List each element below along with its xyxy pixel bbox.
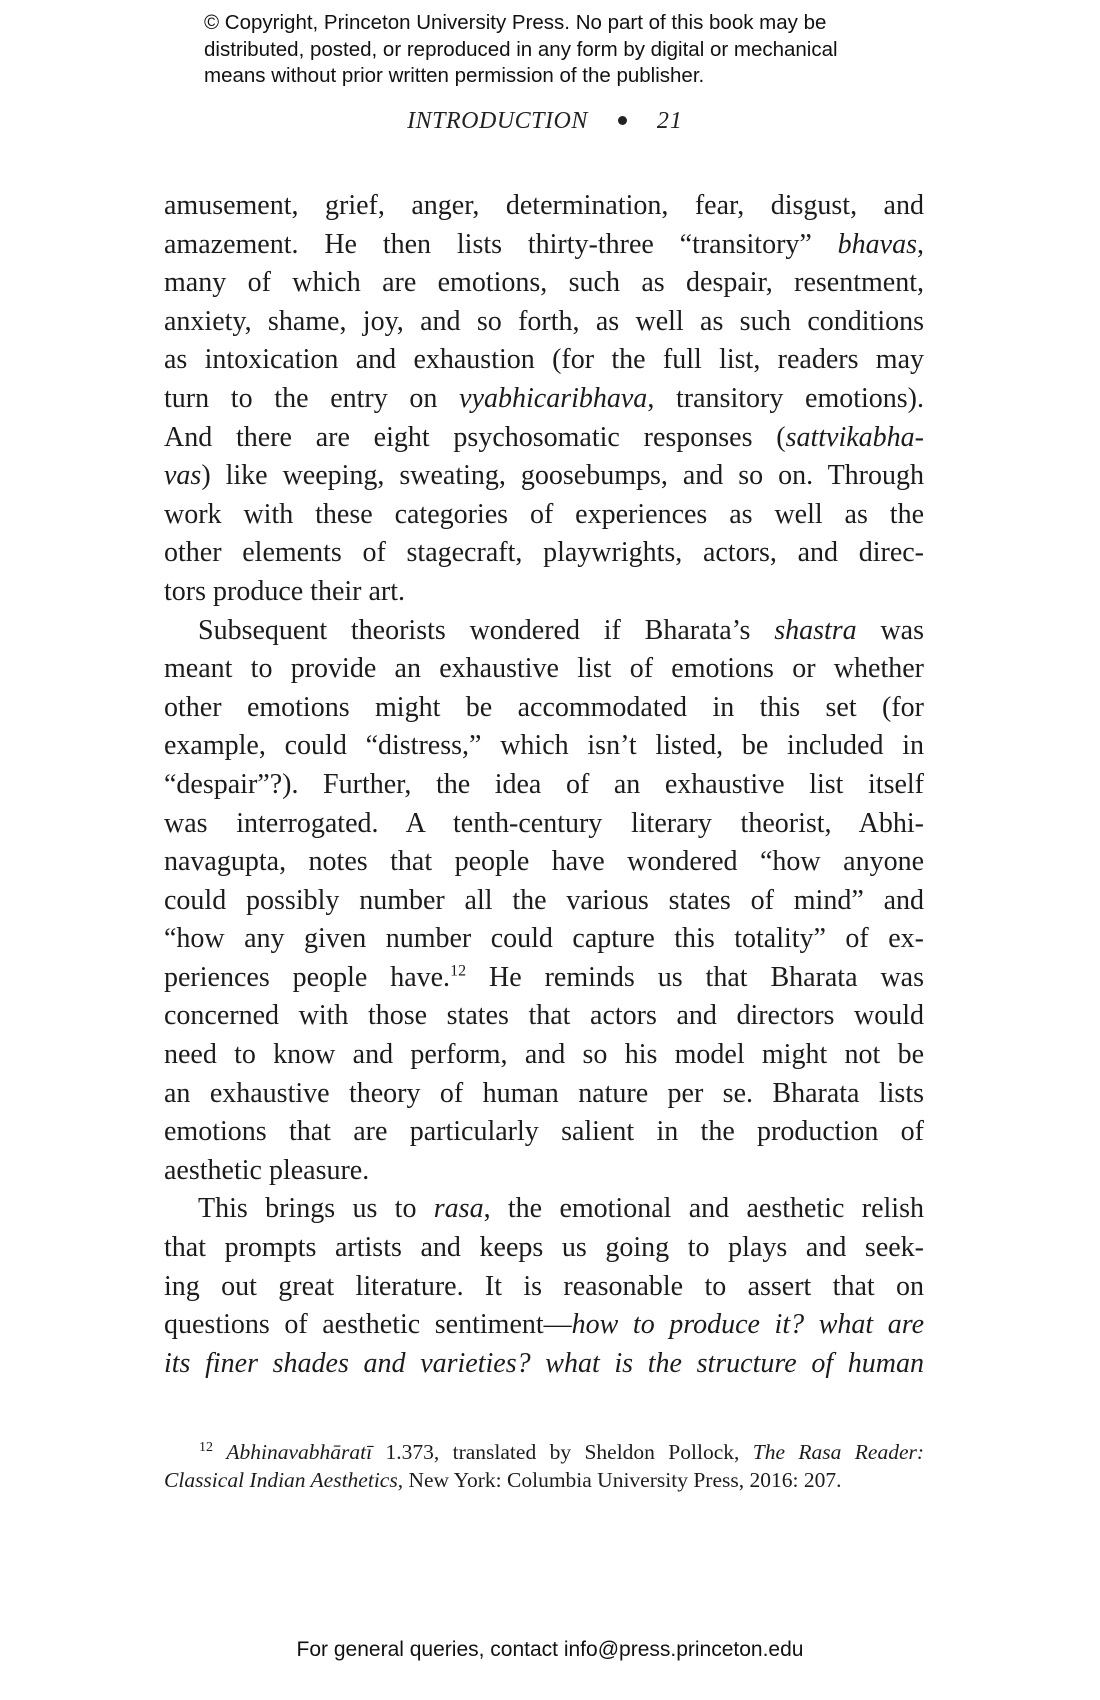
body-line xyxy=(164,1036,924,1075)
text-run: work with these categories of experiences as well as the xyxy=(164,498,924,530)
italic-text: Classical Indian Aesthetics xyxy=(164,1468,398,1492)
text-run: tors produce their art. xyxy=(164,575,406,607)
body-line xyxy=(164,650,924,689)
body-line xyxy=(164,843,924,882)
text-run: that prompts artists and keeps us going to plays and seek- xyxy=(164,1232,924,1264)
body-line xyxy=(164,303,924,342)
text-run: , New York: Columbia University Press, 2016: 207. xyxy=(397,1468,842,1492)
footnote-line xyxy=(164,1466,924,1494)
text-run: periences people have. xyxy=(164,961,451,993)
italic-text: how to produce it? what are xyxy=(571,1309,925,1341)
text-run: 1.373, translated by Sheldon Pollock, xyxy=(372,1440,753,1464)
body-line xyxy=(164,534,924,573)
text-run: ing out great literature. It is reasonable to assert that on xyxy=(164,1270,924,1302)
text-run: “despair”?). Further, the idea of an exhaustive list itself xyxy=(164,768,924,800)
text-run: questions of aesthetic sentiment— xyxy=(164,1309,572,1341)
italic-text: rasa xyxy=(433,1193,484,1225)
body-line xyxy=(164,1113,924,1152)
body-line xyxy=(164,1229,924,1268)
text-run: This brings us to xyxy=(198,1193,434,1225)
body-line xyxy=(164,1306,924,1345)
body-line xyxy=(164,226,924,265)
body-line xyxy=(164,766,924,805)
footnote-line xyxy=(164,1438,924,1466)
text-run: example, could “distress,” which isn’t listed, be included in xyxy=(164,730,924,762)
body-line xyxy=(164,573,924,612)
text-run: amazement. He then lists thirty-three “transitory” xyxy=(164,228,838,260)
italic-text: sattvikabha- xyxy=(785,421,924,453)
copyright-line: © Copyright, Princeton University Press. No part of this book may be xyxy=(204,11,827,34)
body-line xyxy=(164,1345,924,1384)
text-run xyxy=(213,1440,226,1464)
body-line xyxy=(164,187,924,226)
text-run: many of which are emotions, such as despair, resentment, xyxy=(164,267,924,299)
body-line xyxy=(164,689,924,728)
copyright-line: means without prior written permission of the publisher. xyxy=(204,64,705,87)
body-line xyxy=(164,1075,924,1114)
chapter-title: INTRODUCTION xyxy=(407,108,588,134)
text-run: could possibly number all the various states of mind” and xyxy=(164,884,924,916)
text-run: Subsequent theorists wondered if Bharata’s xyxy=(198,614,775,646)
footnote xyxy=(164,1438,924,1494)
italic-text: its finer shades and varieties? what is the structure of human xyxy=(164,1347,924,1379)
text-run: And there are eight psychosomatic responses ( xyxy=(164,421,786,453)
text-run: , xyxy=(917,228,924,260)
body-line xyxy=(164,264,924,303)
text-run: was interrogated. A tenth-century literary theorist, Abhi- xyxy=(164,807,924,839)
bullet-separator xyxy=(618,116,627,125)
italic-text: bhavas xyxy=(837,228,917,260)
text-run: was xyxy=(856,614,924,646)
body-line xyxy=(164,341,924,380)
body-line xyxy=(164,920,924,959)
italic-text: Abhinavabhāratī xyxy=(226,1440,373,1464)
text-run: aesthetic pleasure. xyxy=(164,1154,370,1186)
text-run: , the emotional and aesthetic relish xyxy=(483,1193,924,1225)
italic-text: The Rasa Reader: xyxy=(752,1440,925,1464)
text-run: , transitory emotions). xyxy=(647,382,925,414)
text-run: ) like weeping, sweating, goosebumps, and so on. Through xyxy=(201,460,924,492)
body-line xyxy=(164,496,924,535)
body-line xyxy=(164,612,924,651)
italic-text: vas xyxy=(164,460,202,492)
italic-text: shastra xyxy=(774,614,857,646)
body-line xyxy=(164,997,924,1036)
footnote-marker: 12 xyxy=(450,962,467,980)
text-run: navagupta, notes that people have wondered “how anyone xyxy=(164,846,924,878)
footnote-marker: 12 xyxy=(199,1439,213,1455)
footer-contact: For general queries, contact info@press.princeton.edu xyxy=(296,1638,804,1661)
body-line xyxy=(164,882,924,921)
text-run: as intoxication and exhaustion (for the full list, readers may xyxy=(164,344,924,376)
body-line xyxy=(164,419,924,458)
body-line xyxy=(164,959,924,998)
copyright-notice xyxy=(204,10,838,90)
text-run: concerned with those states that actors and directors would xyxy=(164,1000,924,1032)
italic-text: vyabhicaribhava xyxy=(459,382,648,414)
body-line xyxy=(164,727,924,766)
body-line xyxy=(164,1190,924,1229)
body-line xyxy=(164,805,924,844)
text-run: need to know and perform, and so his model might not be xyxy=(164,1039,924,1071)
text-run: other emotions might be accommodated in this set (for xyxy=(164,691,924,723)
text-run: He reminds us that Bharata was xyxy=(466,961,924,993)
text-run: “how any given number could capture this totality” of ex- xyxy=(164,923,924,955)
page-number: 21 xyxy=(656,108,683,134)
text-run: other elements of stagecraft, playwrights, actors, and direc- xyxy=(164,537,924,569)
copyright-line: distributed, posted, or reproduced in any form by digital or mechanical xyxy=(204,37,838,61)
text-run: anxiety, shame, joy, and so forth, as well as such conditions xyxy=(164,305,924,337)
text-run: turn to the entry on xyxy=(164,382,460,414)
text-run: an exhaustive theory of human nature per se. Bharata lists xyxy=(164,1077,924,1109)
body-line xyxy=(164,457,924,496)
body-line xyxy=(164,1268,924,1307)
running-head xyxy=(0,108,1090,135)
body-line xyxy=(164,380,924,419)
text-run: meant to provide an exhaustive list of emotions or whether xyxy=(164,653,924,685)
text-run: amusement, grief, anger, determination, fear, disgust, and xyxy=(164,190,924,221)
body-line xyxy=(164,1152,924,1191)
text-run: emotions that are particularly salient in the production of xyxy=(164,1116,924,1148)
body-text xyxy=(164,187,924,1383)
